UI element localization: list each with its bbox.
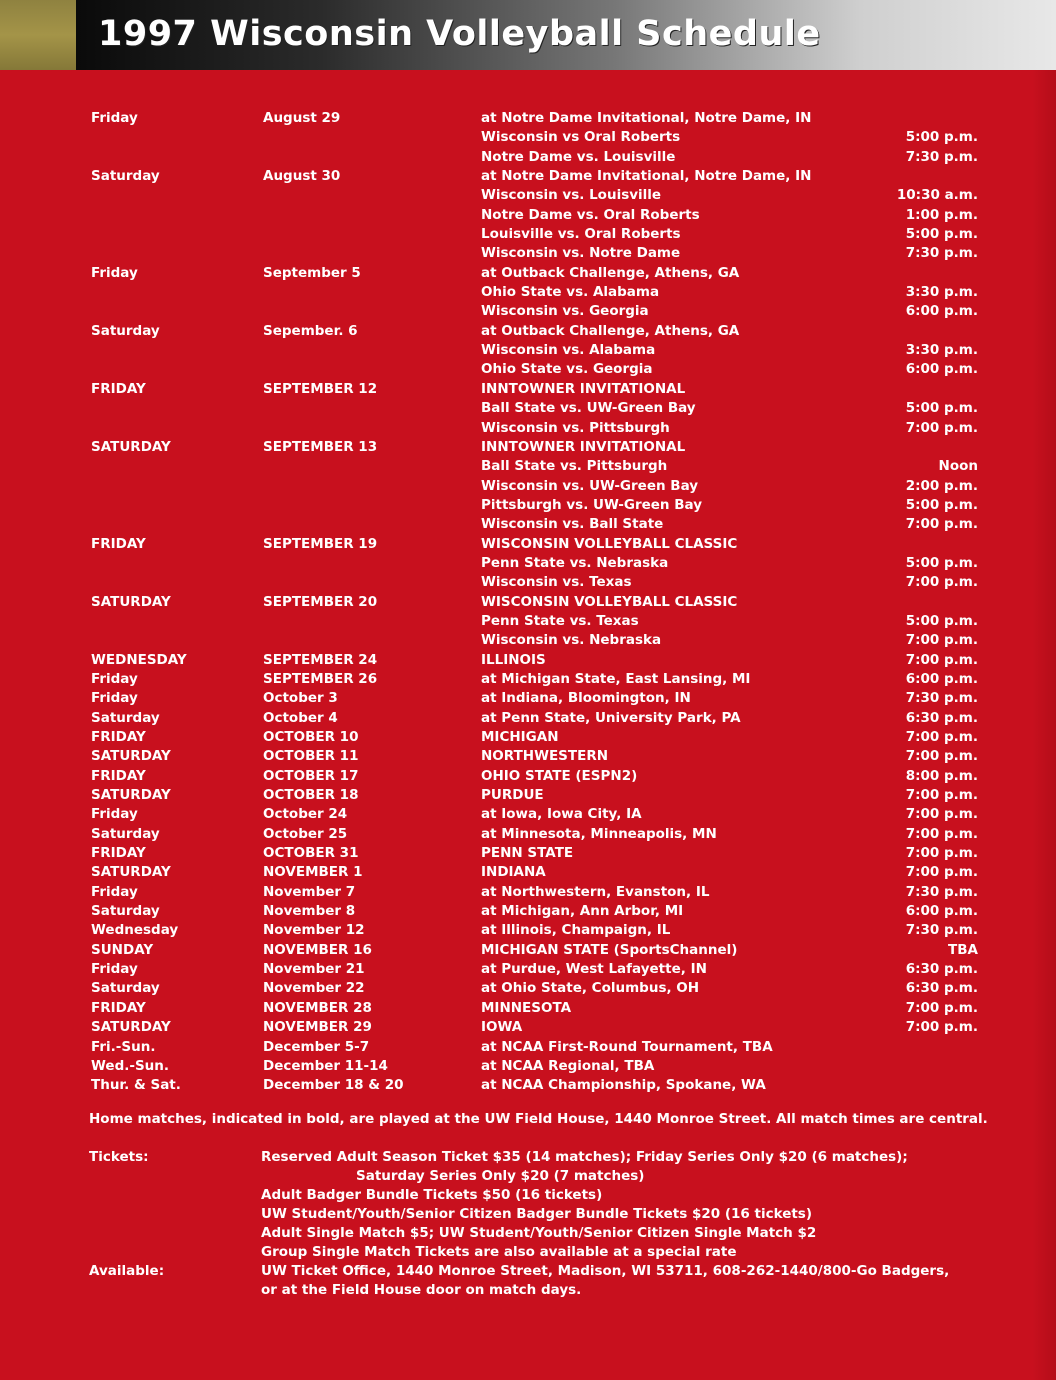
schedule-time: 7:00 p.m. (905, 825, 978, 842)
schedule-time: 5:00 p.m. (905, 400, 978, 417)
schedule-row (0, 1076, 1056, 1095)
schedule-time: 10:30 a.m. (896, 187, 978, 204)
schedule-day: SATURDAY (91, 748, 171, 765)
schedule-event: Wisconsin vs. Pittsburgh (481, 419, 670, 436)
schedule-event: NORTHWESTERN (481, 748, 609, 765)
schedule-date: NOVEMBER 28 (263, 999, 372, 1016)
schedule-day: Friday (91, 883, 138, 900)
schedule-day: SATURDAY (91, 787, 171, 804)
schedule-time: 6:00 p.m. (905, 670, 978, 687)
schedule-date: August 29 (263, 110, 341, 126)
schedule-event: Louisville vs. Oral Roberts (481, 226, 681, 243)
schedule-row (0, 477, 1056, 496)
schedule-day: Friday (91, 110, 138, 126)
schedule-event: IOWA (481, 1019, 523, 1036)
schedule-row (0, 960, 1056, 979)
schedule-row (0, 651, 1056, 670)
available-line: UW Ticket Office, 1440 Monroe Street, Madison, WI 53711, 608-262-1440/800-Go Badgers, (261, 1263, 950, 1279)
schedule-row (0, 941, 1056, 960)
schedule-event: at Outback Challenge, Athens, GA (481, 264, 740, 281)
schedule-event: at NCAA Regional, TBA (481, 1057, 655, 1074)
schedule-event: at Illinois, Champaign, IL (481, 922, 671, 939)
ticket-line: Adult Badger Bundle Tickets $50 (16 tickets) (261, 1187, 603, 1203)
schedule-date: November 12 (263, 922, 365, 939)
schedule-row (0, 728, 1056, 747)
schedule-date: October 25 (263, 825, 348, 842)
available-row (89, 1262, 989, 1281)
schedule-event: at NCAA Championship, Spokane, WA (481, 1077, 766, 1094)
ticket-line: Saturday Series Only $20 (7 matches) (356, 1168, 645, 1184)
schedule-event: Wisconsin vs. Nebraska (481, 632, 662, 649)
schedule-row (0, 186, 1056, 205)
schedule-date: OCTOBER 18 (263, 787, 359, 804)
schedule-time: 7:30 p.m. (905, 690, 978, 707)
schedule-event: at Notre Dame Invitational, Notre Dame, IN (481, 110, 812, 126)
schedule-row (0, 554, 1056, 573)
schedule-event: Wisconsin vs. Ball State (481, 516, 664, 533)
schedule-time: 3:30 p.m. (905, 342, 978, 359)
schedule-time: 7:00 p.m. (905, 1019, 978, 1036)
schedule-row (0, 264, 1056, 283)
schedule-date: SEPTEMBER 24 (263, 651, 378, 668)
schedule-time: 7:30 p.m. (905, 922, 978, 939)
schedule-date: October 4 (263, 709, 338, 726)
schedule-event: Penn State vs. Nebraska (481, 554, 669, 571)
schedule-event: Wisconsin vs Oral Roberts (481, 129, 681, 146)
schedule-row (0, 825, 1056, 844)
schedule-date: OCTOBER 17 (263, 767, 359, 784)
schedule-time: 6:00 p.m. (905, 303, 978, 320)
ticket-line: Adult Single Match $5; UW Student/Youth/Senior Citizen Single Match $2 (261, 1225, 817, 1241)
schedule-event: Notre Dame vs. Oral Roberts (481, 206, 700, 223)
schedule-time: TBA (948, 941, 978, 958)
schedule-event: Ball State vs. UW-Green Bay (481, 400, 696, 417)
schedule-day: Wed.-Sun. (91, 1057, 170, 1074)
schedule-row (0, 786, 1056, 805)
schedule-event: at Ohio State, Columbus, OH (481, 980, 700, 997)
schedule-event: at Michigan, Ann Arbor, MI (481, 903, 684, 920)
schedule-row (0, 805, 1056, 824)
gold-accent-strip (0, 0, 76, 70)
schedule-date: November 7 (263, 883, 356, 900)
schedule-day: Saturday (91, 709, 160, 726)
schedule-time: 7:00 p.m. (905, 748, 978, 765)
schedule-day: Saturday (91, 168, 160, 185)
schedule-event: INNTOWNER INVITATIONAL (481, 438, 686, 455)
schedule-date: November 21 (263, 961, 365, 978)
schedule-event: at Notre Dame Invitational, Notre Dame, IN (481, 168, 812, 185)
schedule-date: NOVEMBER 16 (263, 941, 372, 958)
schedule-row (0, 244, 1056, 263)
schedule-row (0, 747, 1056, 766)
schedule-event: at Minnesota, Minneapolis, MN (481, 825, 717, 842)
schedule-event: PENN STATE (481, 845, 574, 862)
available-row (89, 1281, 989, 1300)
schedule-event: WISCONSIN VOLLEYBALL CLASSIC (481, 593, 738, 610)
ticket-line: Group Single Match Tickets are also available at a special rate (261, 1244, 737, 1260)
schedule-row (0, 631, 1056, 650)
schedule-date: SEPTEMBER 19 (263, 535, 378, 552)
schedule-time: 6:00 p.m. (905, 361, 978, 378)
schedule-day: Friday (91, 690, 138, 707)
schedule-day: Friday (91, 670, 138, 687)
schedule-event: at NCAA First-Round Tournament, TBA (481, 1038, 773, 1055)
schedule-day: FRIDAY (91, 535, 146, 552)
schedule-row (0, 380, 1056, 399)
schedule-day: Friday (91, 264, 138, 281)
schedule-time: 7:00 p.m. (905, 864, 978, 881)
schedule-event: at Penn State, University Park, PA (481, 709, 741, 726)
schedule-row (0, 1038, 1056, 1057)
schedule-time: 3:30 p.m. (905, 284, 978, 301)
schedule-date: SEPTEMBER 13 (263, 438, 378, 455)
schedule-date: December 11-14 (263, 1057, 388, 1074)
tickets-row (89, 1224, 989, 1243)
schedule-row (0, 999, 1056, 1018)
schedule-table (0, 109, 1056, 1096)
tickets-row (89, 1148, 989, 1167)
schedule-day: SATURDAY (91, 438, 171, 455)
schedule-day: FRIDAY (91, 767, 146, 784)
schedule-event: OHIO STATE (ESPN2) (481, 767, 638, 784)
schedule-day: Friday (91, 961, 138, 978)
schedule-event: at Purdue, West Lafayette, IN (481, 961, 707, 978)
schedule-time: 6:30 p.m. (905, 961, 978, 978)
schedule-event: at Indiana, Bloomington, IN (481, 690, 691, 707)
schedule-day: SATURDAY (91, 1019, 171, 1036)
schedule-time: 5:00 p.m. (905, 554, 978, 571)
schedule-day: Thur. & Sat. (91, 1077, 181, 1094)
schedule-day: SUNDAY (91, 941, 154, 958)
tickets-section (89, 1148, 989, 1300)
available-label: Available: (89, 1263, 165, 1279)
schedule-day: Saturday (91, 903, 160, 920)
schedule-time: 7:00 p.m. (905, 632, 978, 649)
schedule-day: Saturday (91, 825, 160, 842)
schedule-time: 6:00 p.m. (905, 903, 978, 920)
schedule-event: Wisconsin vs. Notre Dame (481, 245, 681, 262)
schedule-event: INNTOWNER INVITATIONAL (481, 380, 686, 397)
schedule-date: NOVEMBER 1 (263, 864, 363, 881)
schedule-event: Wisconsin vs. UW-Green Bay (481, 477, 699, 494)
schedule-time: 7:00 p.m. (905, 574, 978, 591)
schedule-day: WEDNESDAY (91, 651, 187, 668)
schedule-event: at Iowa, Iowa City, IA (481, 806, 642, 823)
ticket-line: UW Student/Youth/Senior Citizen Badger Bundle Tickets $20 (16 tickets) (261, 1206, 813, 1222)
schedule-date: OCTOBER 11 (263, 748, 359, 765)
schedule-row (0, 573, 1056, 592)
schedule-date: December 5-7 (263, 1038, 370, 1055)
schedule-date: OCTOBER 10 (263, 729, 359, 745)
schedule-row (0, 1018, 1056, 1037)
schedule-event: Penn State vs. Texas (481, 612, 639, 629)
schedule-time: 6:30 p.m. (905, 709, 978, 726)
schedule-day: SATURDAY (91, 593, 171, 610)
schedule-event: Notre Dame vs. Louisville (481, 148, 676, 165)
schedule-day: Saturday (91, 980, 160, 997)
schedule-row (0, 302, 1056, 321)
schedule-date: August 30 (263, 168, 341, 185)
schedule-event: at Outback Challenge, Athens, GA (481, 322, 740, 339)
schedule-time: 7:00 p.m. (905, 845, 978, 862)
schedule-row (0, 902, 1056, 921)
schedule-time: 7:30 p.m. (905, 245, 978, 262)
schedule-day: FRIDAY (91, 999, 146, 1016)
schedule-event: ILLINOIS (481, 651, 546, 668)
schedule-row (0, 863, 1056, 882)
schedule-date: November 8 (263, 903, 356, 920)
schedule-row (0, 360, 1056, 379)
schedule-row (0, 419, 1056, 438)
schedule-day: FRIDAY (91, 380, 146, 397)
schedule-day: Saturday (91, 322, 160, 339)
schedule-day: FRIDAY (91, 845, 146, 862)
schedule-date: September 5 (263, 264, 361, 281)
schedule-day: Fri.-Sun. (91, 1038, 156, 1055)
schedule-time: 8:00 p.m. (905, 767, 978, 784)
schedule-time: 7:00 p.m. (905, 787, 978, 804)
schedule-row (0, 496, 1056, 515)
schedule-time: 6:30 p.m. (905, 980, 978, 997)
tickets-row (89, 1243, 989, 1262)
schedule-event: Ohio State vs. Georgia (481, 361, 653, 378)
page-title: 1997 Wisconsin Volleyball Schedule (98, 14, 821, 54)
schedule-row (0, 612, 1056, 631)
schedule-row (0, 341, 1056, 360)
schedule-row (0, 593, 1056, 612)
schedule-notes (89, 1110, 989, 1298)
schedule-day: Friday (91, 806, 138, 823)
schedule-date: Sepember. 6 (263, 322, 358, 339)
schedule-row (0, 921, 1056, 940)
schedule-date: October 24 (263, 806, 348, 823)
schedule-event: at Northwestern, Evanston, IL (481, 883, 710, 900)
schedule-date: SEPTEMBER 20 (263, 593, 378, 610)
schedule-time: 7:00 p.m. (905, 651, 978, 668)
schedule-time: 2:00 p.m. (905, 477, 978, 494)
schedule-time: 5:00 p.m. (905, 129, 978, 146)
schedule-row (0, 148, 1056, 167)
schedule-event: PURDUE (481, 787, 544, 804)
home-matches-note: Home matches, indicated in bold, are played at the UW Field House, 1440 Monroe Street. All match times are central. (89, 1111, 988, 1127)
schedule-row (0, 844, 1056, 863)
schedule-row (0, 767, 1056, 786)
schedule-date: December 18 & 20 (263, 1077, 404, 1094)
schedule-event: Wisconsin vs. Texas (481, 574, 632, 591)
schedule-event: Wisconsin vs. Alabama (481, 342, 656, 359)
schedule-day: SATURDAY (91, 864, 171, 881)
schedule-event: Wisconsin vs. Louisville (481, 187, 662, 204)
ticket-line: Reserved Adult Season Ticket $35 (14 matches); Friday Series Only $20 (6 matches); (261, 1149, 908, 1165)
schedule-event: at Michigan State, East Lansing, MI (481, 670, 751, 687)
schedule-row (0, 225, 1056, 244)
schedule-time: 7:30 p.m. (905, 883, 978, 900)
schedule-row (0, 709, 1056, 728)
schedule-date: SEPTEMBER 12 (263, 380, 378, 397)
tickets-row (89, 1186, 989, 1205)
schedule-row (0, 322, 1056, 341)
tickets-row (89, 1205, 989, 1224)
schedule-row (0, 515, 1056, 534)
schedule-row (0, 457, 1056, 476)
schedule-row (0, 979, 1056, 998)
schedule-event: WISCONSIN VOLLEYBALL CLASSIC (481, 535, 738, 552)
schedule-row (0, 438, 1056, 457)
schedule-date: NOVEMBER 29 (263, 1019, 372, 1036)
schedule-row (0, 206, 1056, 225)
schedule-day: Wednesday (91, 922, 179, 939)
schedule-event: MICHIGAN (481, 729, 559, 745)
schedule-time: 7:30 p.m. (905, 148, 978, 165)
schedule-row (0, 109, 1056, 128)
schedule-row (0, 1057, 1056, 1076)
schedule-event: Pittsburgh vs. UW-Green Bay (481, 496, 703, 513)
schedule-date: SEPTEMBER 26 (263, 670, 378, 687)
tickets-row (89, 1167, 989, 1186)
schedule-time: 7:00 p.m. (905, 999, 978, 1016)
schedule-event: Ohio State vs. Alabama (481, 284, 660, 301)
schedule-time: 7:00 p.m. (905, 419, 978, 436)
schedule-event: Ball State vs. Pittsburgh (481, 458, 668, 475)
schedule-time: 7:00 p.m. (905, 729, 978, 745)
tickets-label: Tickets: (89, 1149, 149, 1165)
schedule-row (0, 670, 1056, 689)
schedule-time: 5:00 p.m. (905, 612, 978, 629)
schedule-row (0, 883, 1056, 902)
schedule-row (0, 167, 1056, 186)
schedule-time: 7:00 p.m. (905, 806, 978, 823)
schedule-date: OCTOBER 31 (263, 845, 359, 862)
schedule-day: FRIDAY (91, 729, 146, 745)
schedule-event: Wisconsin vs. Georgia (481, 303, 649, 320)
schedule-time: 7:00 p.m. (905, 516, 978, 533)
schedule-date: November 22 (263, 980, 365, 997)
schedule-time: Noon (938, 458, 978, 475)
schedule-date: October 3 (263, 690, 338, 707)
schedule-row (0, 689, 1056, 708)
schedule-time: 5:00 p.m. (905, 496, 978, 513)
schedule-event: INDIANA (481, 864, 546, 881)
schedule-row (0, 399, 1056, 418)
schedule-row (0, 283, 1056, 302)
schedule-row (0, 128, 1056, 147)
schedule-event: MICHIGAN STATE (SportsChannel) (481, 941, 738, 958)
schedule-event: MINNESOTA (481, 999, 572, 1016)
schedule-row (0, 535, 1056, 554)
schedule-time: 1:00 p.m. (905, 206, 978, 223)
available-line: or at the Field House door on match days. (261, 1282, 582, 1298)
schedule-time: 5:00 p.m. (905, 226, 978, 243)
